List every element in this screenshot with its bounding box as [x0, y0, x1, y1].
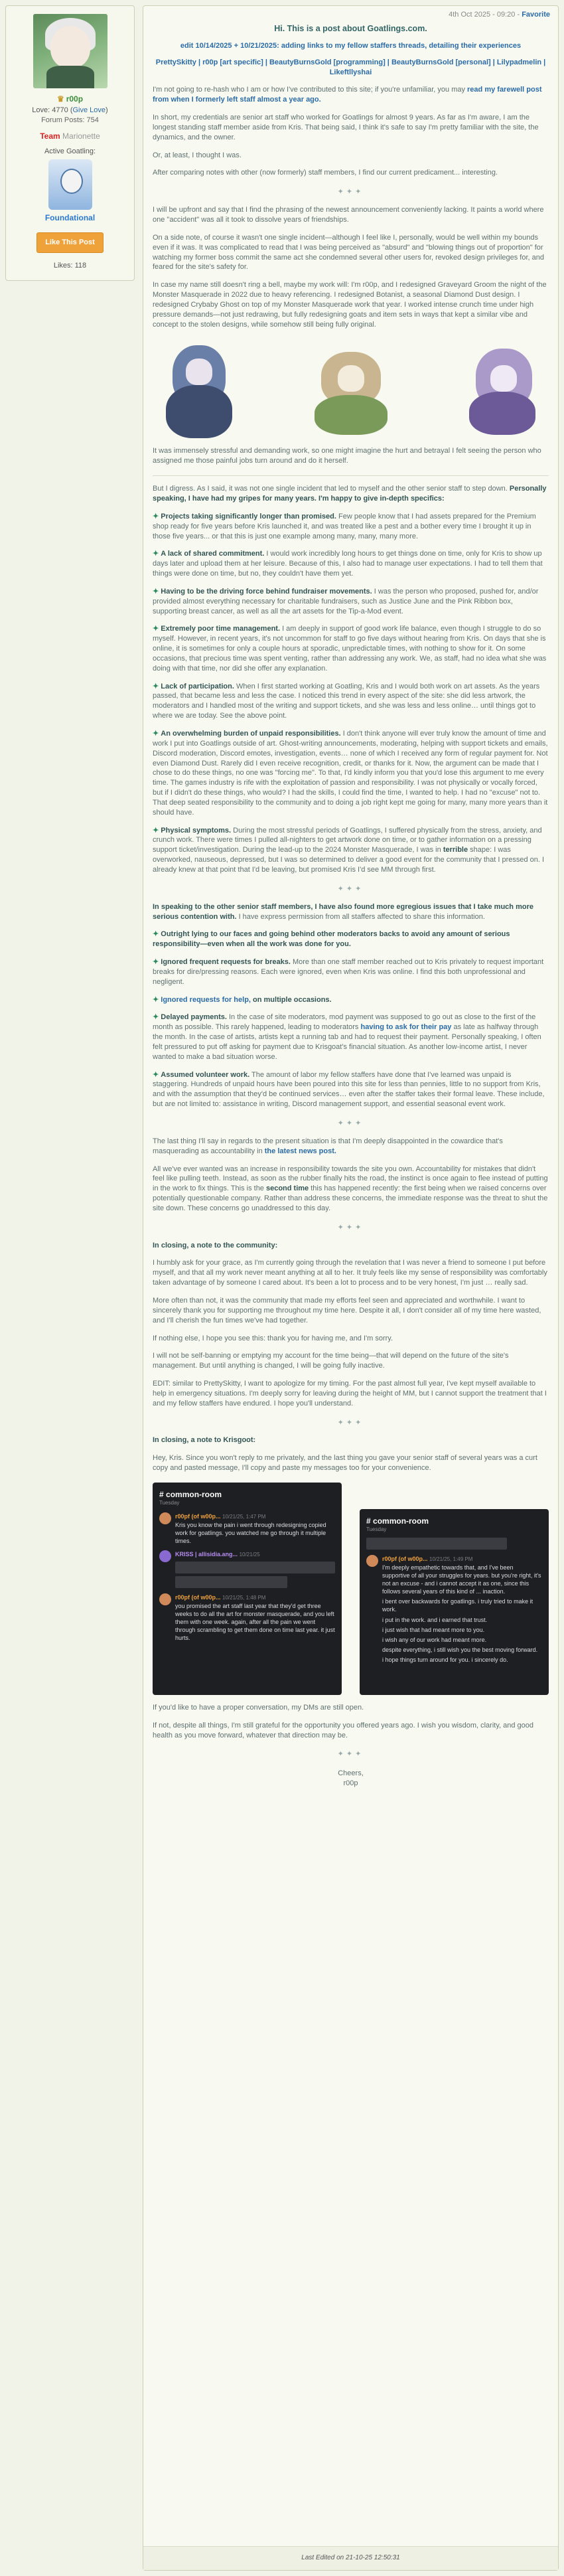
list-item: ✦ An overwhelming burden of unpaid responsibilities. I don't think anyone will ever truly know the amount of time and work I put into Goatlings outside of art. Ghost-writing announcements, moderating, helping with support tickets and emails, Discord moderation, Discord emotes, investigation, events… none of which I received any form of regular payment for. Not even Diamond Dust. Rarely did I even receive recognition, credit, or thanks for it. Now, the argument can be made that I chose to do these things, no one was "forcing me". To that, I'd kindly inform you that you'd lose this argument to me every time. The games industry is rife with the exploitation of passion and responsibility. I was not physically or vocally forced, but if I didn't do these things, who would? I had the skills, I could find the time, I wanted to help. I had no "excuse" not to. That deep seated responsibility to the community and to doing a job right kept me going for many, many more years than it should have.: [153, 730, 548, 817]
paragraph: After comparing notes with other (now formerly) staff members, I find our current predicament... interesting.: [153, 169, 498, 177]
redesign-art-row: [153, 339, 549, 438]
sign-off: Cheers, r00p: [338, 1769, 364, 1788]
hash-icon: #: [159, 1489, 167, 1499]
paragraph: I will be upfront and say that I find the phrasing of the newest announcement conveniently lacking. It paints a world where one "accident" was all it took to dissolve years of friendships.: [153, 206, 544, 224]
star-icon: ✦: [153, 826, 159, 835]
paragraph: All we've ever wanted was an increase in responsibility towards the site you own. Accountability for mistakes that didn't feel like pulling teeth. Instead, as soon as the rubber finally hits the road, the instinct is once again to flee instead of putting in the work to fix things. This is the second time this has happened recently: the first being when we raised concerns over potentially questionable company. Rather than address these concerns, the immediate response was the threat to shut the site down. These concerns go unaddressed to this day.: [153, 1165, 548, 1212]
username-row[interactable]: [11, 94, 129, 104]
farewell-post-link[interactable]: read my farewell post from when I formerly left staff almost a year ago.: [153, 86, 542, 104]
goat-label: Active Goatling:: [44, 147, 96, 156]
team-label: Team: [40, 131, 60, 141]
paragraph: But I digress. As I said, it was not one single incident that led to myself and the other senior staff to step down. Personally speaking, I have had my gripes for many years. I'm happy to give in-depth specifics:: [153, 485, 547, 503]
give-love-link[interactable]: Give Love: [72, 106, 106, 115]
news-post-link[interactable]: the latest news post.: [264, 1147, 336, 1155]
chat-message: r00pf (of w00p... 10/21/25, 1:47 PM Kris you know the pain i went through redesigning copied work for goatlings. you watched me go through it multiple times.: [159, 1512, 335, 1545]
star-icon: ✦: [153, 930, 159, 939]
paragraph: In case my name still doesn't ring a bell, maybe my work will: I'm r00p, and I redesigned Graveyard Groom the night of the Monster Masquerade in 2022 due to heavy referencing. I redesigned Botanist, a seasonal Diamond Dust design. I redesigned Crybaby Ghost on top of my Monster Masquerade work that year. I worked intense crunch time under high pressure demands—not just redrawing, but fully redesigning goats and item sets in ways that kept a similar vibe and concept to the stolen designs, while somehow still being fully original.: [153, 281, 547, 329]
chat-message: r00pf (of w00p... 10/21/25, 1:49 PM I'm deeply empathetic towards that, and I've been supportive of all your struggles for years. but you're right, it's not an excuse - and i cannot accept it as one, since this follows several years of this kind of ... inaction. i bent over backwards for goatlings. i truly tried to make it work. i put in the work. and i earned that trust. i just wish that had meant more to you. i wish any of our work had meant more. despite everything, i still wish you the best moving forward. i hope things turn around for you. i sincerely do.: [366, 1555, 542, 1664]
list-item: ✦ Extremely poor time management. I am deeply in support of good work life balance, even though I struggle to do so myself. However, in recent years, it's not uncommon for staff to go five days without hearing from Kris. On days that she is online, it is sometimes for only a couple hours at sporadic, unpredictable times, with nothing to show for it. On some occasions, that precious time was spent venting, rather than addressing any work. We, as staff, had no idea what she was doing with that time, nor did she offer any explanation.: [153, 625, 547, 673]
like-button[interactable]: Like This Post: [36, 232, 104, 253]
list-item: ✦ Outright lying to our faces and going behind other moderators backs to avoid any amount of serious responsibility—even when all the work was done for you.: [153, 930, 510, 949]
favorite-link[interactable]: Favorite: [522, 11, 550, 19]
paragraph: On a side note, of course it wasn't one single incident—although I feel like I, personally, would be well within my bounds even if it was. It was complicated to read that I was being perceived as "absurd" and "blowing things out of proportion" for watching my former boss commit the same act she condemned several other users for, revoked design privileges for, and feared for the site's safety for.: [153, 233, 545, 272]
separator: ✦✦✦: [337, 188, 364, 197]
separator: ✦✦✦: [337, 1223, 364, 1232]
paragraph: Or, at least, I thought I was.: [153, 151, 242, 159]
star-icon: ✦: [153, 625, 159, 633]
username[interactable]: r00p: [66, 94, 84, 104]
star-icon: ✦: [153, 1070, 159, 1079]
separator: ✦✦✦: [337, 884, 364, 893]
redesign-art-graveyard-groom: [153, 339, 246, 438]
redesign-art-crybaby-ghost: [456, 339, 549, 438]
avatar[interactable]: [33, 14, 107, 88]
post-date: 4th Oct 2025 - 09:20: [449, 11, 516, 19]
user-sidebar: [5, 5, 135, 281]
list-item: ✦ Ignored frequent requests for breaks. More than one staff member reached out to Kris privately to request important breaks for dire/pressing reasons. Each were ignored, even when Kris was online. I find this both unprofessional and negligent.: [153, 958, 544, 986]
list-item: ✦ Physical symptoms. During the most stressful periods of Goatlings, I suffered physically from the stress, anxiety, and crunch work. There were times I pulled all-nighters to get artwork done on time, or to gather information on a pressing support ticket/investigation. During the lead-up to the 2024 Monster Masquerade, I was in terrible shape: I was overworked, nauseous, depressed, but I was so determined to deliver a good event for the community that I pressed on. I already knew at that point that I'd be leaving, but promised Kris I'd see MM through first.: [153, 826, 545, 874]
post-title: Hi. This is a post about Goatlings.com.: [274, 24, 427, 33]
paragraph: More often than not, it was the community that made my efforts feel seen and appreciated and worthwhile. I want to sincerely thank you for supporting me throughout my time here. Despite it all, I don't consider all of my time here wasted, and I'll cherish the fun times we've had together.: [153, 1296, 541, 1325]
paragraph: If nothing else, I hope you see this: thank you for having me, and I'm sorry.: [153, 1334, 393, 1342]
post-dateline: 4th Oct 2025 - 09:20 - Favorite: [449, 11, 550, 19]
love-count: 4770: [52, 106, 68, 115]
star-icon: ✦: [153, 587, 159, 596]
forum-posts: Forum Posts: 754: [41, 116, 99, 125]
list-item: ✦ Projects taking significantly longer than promised. Few people know that I had assets prepared for the Premium shop ready for five years before Kris launched it, and was treated like a pest and a bother every time I brought it up in those five years... or that this is just one example among many, many, many more.: [153, 512, 536, 540]
paragraph: It was immensely stressful and demanding work, so one might imagine the hurt and betrayal I felt seeing the person who assigned me those painful jobs turn around and do it herself.: [153, 447, 541, 465]
paragraph: If not, despite all things, I'm still grateful for the opportunity you offered years ago. I wish you wisdom, clarity, and good health as you move forward, whatever that direction may be.: [153, 1721, 533, 1739]
separator: ✦✦✦: [337, 1418, 364, 1427]
paragraph: I'm not going to re-hash who I am or how I've contributed to this site; if you're unfamiliar, you may read my farewell post from when I formerly left staff almost a year ago.: [153, 86, 542, 104]
list-item: ✦ A lack of shared commitment. I would work incredibly long hours to get things done on time, only for Kris to show up days later and upload them at her leisure. Because of this, I also had to manage user expectations. I had to tell them that things were done on time, but no, they couldn't have them yet.: [153, 550, 543, 578]
chat-message: KRISS | allisidia.ang... 10/21/25: [159, 1550, 335, 1588]
star-icon: ✦: [153, 730, 159, 738]
star-icon: ✦: [153, 958, 159, 967]
paragraph: I humbly ask for your grace, as I'm currently going through the revelation that I was never a friend to someone I put before myself, and that all my work never meant anything at all to her. It truly feels like my sense of responsibility was comfortably taken advantage of by someone I cared about. It's been a lot to process and to be very honest, I'm just … really sad.: [153, 1259, 547, 1287]
discord-screenshot-left: # common-room Tuesday r00pf (of w00p... 10/21/25, 1:47 PM Kris you know the pain i went through redesigning copied work for goatlings. you watched me go through it multiple times. KRISS | allisidia.ang... 10/21/25 r00pf (of w00p... 10/21/25, 1:48 PM you promised the art staff last year that they'd get three weeks to do all the art for monster masquerade, and you left them with one week. again, after all the pain we went through scrambling to get them done on time last year. it just hurts.: [153, 1483, 342, 1695]
paragraph: EDIT: similar to PrettySkitty, I want to apologize for my timing. For the past almost full year, I've kept myself available to help in emergency situations. I'm deeply sorry for leaving during the height of MM, but I cannot support the treatment that I and my fellow staffers have endured. I hope you'll understand.: [153, 1380, 547, 1408]
section-heading: In closing, a note to the community:: [153, 1241, 278, 1249]
help-requests-link[interactable]: Ignored requests for help,: [161, 995, 251, 1004]
crown-icon: ♛: [56, 94, 64, 104]
star-icon: ✦: [153, 550, 159, 558]
paragraph: In speaking to the other senior staff members, I have also found more egregious issues that I take much more serious contention with. I have express permission from all staffers affected to share this information.: [153, 902, 533, 921]
star-icon: ✦: [153, 512, 159, 521]
love-row: Love: 4770 (Give Love): [32, 106, 108, 115]
team-row: [11, 131, 129, 141]
discord-screenshot-right: # common-room Tuesday r00pf (of w00p... 10/21/25, 1:49 PM I'm deeply empathetic towards that, and I've been supportive of all your struggles for years. but you're right, it's not an excuse - and i cannot accept it as one, since this follows several years of this kind of ... inaction. i bent over backwards for goatlings. i truly tried to make it work. i put in the work. and i earned that trust. i just wish that had meant more to you. i wish any of our work had meant more. despite everything, i still wish you the best moving forward. i hope things turn around for you. i sincerely do.: [360, 1509, 549, 1695]
chat-message: r00pf (of w00p... 10/21/25, 1:48 PM you promised the art staff last year that they'd get three weeks to do all the art for monster masquerade, and you left them with one week. again, after all the pain we went through scrambling to get them done on time last year. it just hurts.: [159, 1593, 335, 1643]
separator: ✦✦✦: [337, 1119, 364, 1127]
list-item: ✦ Ignored requests for help, on multiple occasions.: [153, 995, 332, 1004]
paragraph: I will not be self-banning or emptying my account for the time being—that will depend on the future of the site's management. But until anything is changed, I will be going fully inactive.: [153, 1352, 509, 1370]
post-body: [143, 5, 559, 2571]
redesign-art-botanist: [305, 339, 397, 438]
love-label: Love:: [32, 106, 50, 115]
paragraph: The last thing I'll say in regards to the present situation is that I'm deeply disappointed in the cowardice that's masquerading as accountability in the latest news post.: [153, 1137, 503, 1155]
edit-note: edit 10/14/2025 + 10/21/2025: adding links to my fellow staffers threads, detailing their experiences: [180, 41, 522, 50]
paragraph: In short, my credentials are senior art staff who worked for Goatlings for almost 9 years. As far as I'm aware, I am the longest standing staff member aside from Kris. That being said, I think it's safe to say I'm pretty familiar with the site, the dynamics, and the owner.: [153, 114, 539, 141]
list-item: ✦ Assumed volunteer work. The amount of labor my fellow staffers have done that I've learned was unpaid is staggering. Hundreds of unpaid hours have been poured into this site for less than pennies, little to no support from Kris, and with the assumption that they'd be continued services… even after the staffer takes their formal leave. These include, but are not limited to: assistance in writing, Discord management support, and essential seasonal event work.: [153, 1070, 545, 1109]
goatling-image[interactable]: [48, 159, 92, 210]
list-item: ✦ Lack of participation. When I first started working at Goatling, Kris and I would both work on art assets. As the years passed, that became less and less the case. I noticed this trend in every aspect of the site: she did less artwork, the moderators and I handled most of the writing and support tickets, and she was less and less online… until things got to where we are today. See the above point.: [153, 682, 540, 720]
list-item: ✦ Having to be the driving force behind fundraiser movements. I was the person who proposed, pushed for, and/or provided almost everything necessary for charitable fundraisers, such as Justice June and the Pink Ribbon box, supporting breast cancer, as well as all the art assets for the Tip-a-Mod event.: [153, 587, 539, 615]
ask-pay-link[interactable]: having to ask for their pay: [360, 1023, 452, 1032]
star-icon: ✦: [153, 682, 159, 690]
list-item: ✦ Delayed payments. In the case of site moderators, mod payment was supposed to go out as close to the first of the month as possible. This rarely happened, leading to moderators having to ask for their pay as late as halfway through the month. In the case of artists, artists kept a running tab and had to request their payment. Personally speaking, I often felt pressured to put off asking for payment due to Krisgoat's financial situation. As another low-income artist, I never wanted to make a bad situation worse.: [153, 1013, 541, 1061]
discord-screenshots: [153, 1483, 549, 1695]
last-edited: Last Edited on 21-10-25 12:50:31: [301, 2553, 400, 2561]
team-name[interactable]: Marionette: [62, 131, 100, 141]
separator: ✦✦✦: [337, 1750, 364, 1759]
section-heading: In closing, a note to Krisgoot:: [153, 1436, 256, 1445]
paragraph: Hey, Kris. Since you won't reply to me privately, and the last thing you gave your senior staff of several years was a curt copy and pasted message, I'll copy and paste my messages too for your convenience.: [153, 1454, 537, 1473]
staffer-links[interactable]: PrettySkitty | r00p [art specific] | BeautyBurnsGold [programming] | BeautyBurnsGold [personal] | Lilypadmelin | Likeftllyshai: [155, 58, 546, 76]
star-icon: ✦: [153, 995, 159, 1004]
likes-count: Likes: 118: [53, 261, 87, 270]
paragraph: If you'd like to have a proper conversation, my DMs are still open.: [153, 1703, 364, 1712]
goatling-name[interactable]: Foundational: [44, 212, 96, 222]
star-icon: ✦: [153, 1013, 159, 1022]
hash-icon: #: [366, 1516, 374, 1526]
